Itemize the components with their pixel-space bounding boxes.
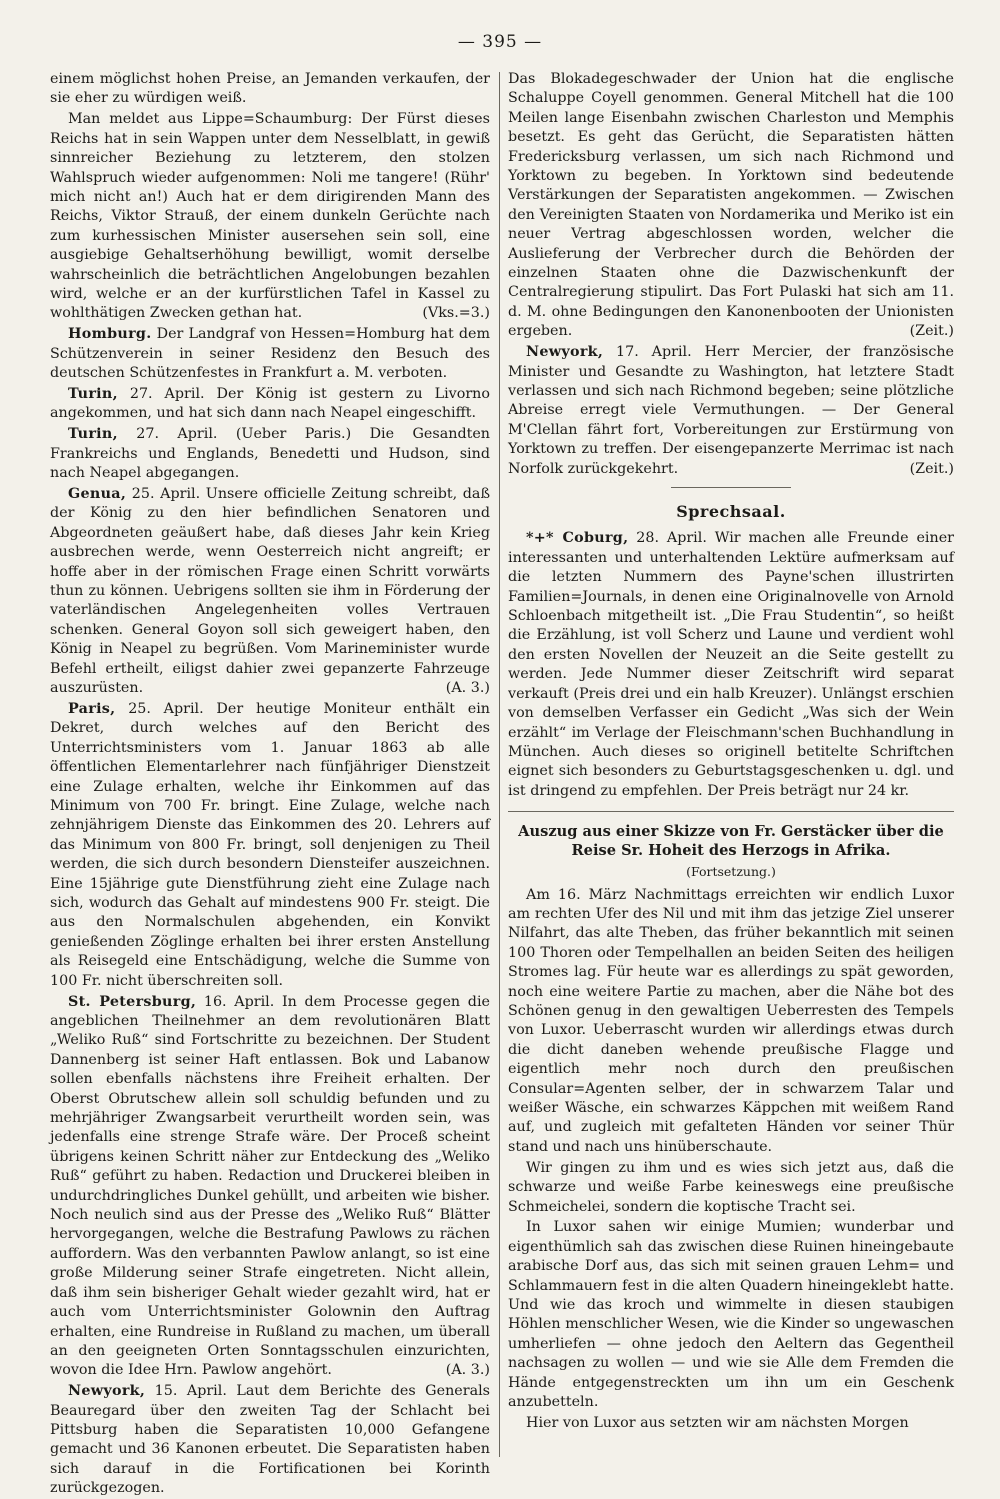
item-text: einem möglichst hohen Preise, an Jemanden verkaufen, der sie eher zu würdigen weiß.: [50, 71, 490, 107]
article-title: [508, 822, 954, 860]
news-item: [508, 343, 954, 479]
article-paragraph: In Luxor sahen wir einige Mumien; wunderbar und eigenthümlich sah das zwischen diese Ruinen hineingebaute arabische Dorf aus, das sich mit seinen grauen Lehm= und Schlammauern fest in die alten Quadern hineingeklebt hatte. Und wie das kroch und wimmelte in diesen staubigen Höhlen menschlicher Wesen, wie die Kinder so ungewaschen umherliefen — ohne jedoch den Aeltern das Gegentheil nachsagen zu wollen — und wie sie Alle dem Fremden die Hände entgegenstreckten um ihn um ein Geschenk anzubetteln.: [508, 1219, 954, 1411]
right-column: [508, 70, 954, 1461]
news-item: [50, 700, 490, 991]
article-subtitle: (Fortsetzung.): [686, 864, 776, 880]
right-news-items: [508, 70, 954, 479]
item-location: Newyork,: [526, 344, 604, 361]
article-paragraph: Wir gingen zu ihm und es wies sich jetzt aus, daß die schwarze und weiße Farbe keineswegs eine preußische Schmeichelei, sondern die koptische Tracht sei.: [508, 1159, 954, 1215]
item-location: Turin,: [68, 386, 118, 402]
item-source: (Zeit.): [909, 460, 954, 477]
news-item: [50, 993, 490, 1381]
item-location: Newyork,: [68, 1383, 146, 1400]
article-body: [508, 886, 954, 1434]
divider-line: [671, 487, 791, 488]
item-location: Genua,: [68, 486, 127, 503]
item-source: (Zeit.): [909, 323, 954, 340]
item-text: 27. April. Der König ist gestern zu Livorno angekommen, und hat sich dann nach Neapel eingeschifft.: [50, 386, 491, 422]
item-location: St. Petersburg,: [68, 993, 197, 1010]
article-title-line2: Reise Sr. Hoheit des Herzogs in Afrika.: [571, 842, 891, 860]
item-text: Das Blokadegeschwader der Union hat die englische Schaluppe Coyell genommen. General Mitchell hat die 100 Meilen lange Eisenbahn zwischen Charleston und Memphis besetzt. Es geht das Gerücht, die Separatisten hätten Fredericksburg verlassen, um sich nach Richmond und Yorktown zu begeben. In Yorktown sind bedeutende Verstärkungen der Separatisten angekommen. — Zwischen den Vereinigten Staaten von Nordamerika und Meriko ist ein neuer Vertrag abgeschlossen worden, welcher die Auslieferung der Verbrecher durch die Behörden der einzelnen Staaten ohne die Dazwischenkunft der Centralregierung stipulirt. Das Fort Pulaski hat sich am 11. d. M. ohne Bedingungen den Kanonenbooten der Unionisten ergeben.: [508, 71, 954, 340]
item-location: Turin,: [68, 426, 118, 443]
news-item: [50, 325, 490, 383]
left-column: [50, 70, 491, 1497]
item-location: Homburg.: [68, 326, 152, 343]
news-item: [50, 425, 490, 483]
item-text: Der Landgraf von Hessen=Homburg hat dem Schützenverein in seiner Residenz den Besuch des deutschen Schützenfestes in Frankfurt a. M. verboten.: [50, 326, 490, 382]
news-item: [50, 1382, 490, 1498]
sprechsaal-heading: Sprechsaal.: [676, 502, 786, 522]
item-text: 27. April. (Ueber Paris.) Die Gesandten Frankreichs und Englands, Benedetti und Hudson, sind nach Neapel abgegangen.: [50, 426, 491, 482]
news-item: [50, 385, 490, 424]
page-number: — 395 —: [457, 32, 543, 52]
item-source: (Vks.=3.): [422, 305, 490, 322]
item-location: Paris,: [68, 701, 116, 717]
item-location: *+* Coburg,: [526, 530, 629, 547]
item-text: Man meldet aus Lippe=Schaumburg: Der Fürst dieses Reichs hat in sein Wappen unter dem Nesselblatt, in gewiß sinnreicher Beziehung zu letzterem, den stolzen Wahlspruch wieder aufgenommen: Noli me tangere! (Rühr' mich nicht an!) Auch hat er dem dirigirenden Mann des Reichs, Viktor Strauß, der einem dunkeln Gerüchte nach zum kurhessischen Minister ausersehen sein soll, eine ausgiebige Gehaltserhöhung bewilligt, womit derselbe wahrscheinlich die beträchtlichen Angelobungen bezahlen wird, welche er an der kurfürstlichen Tafel in Kassel zu wohlthätigen Zwecken gethan hat.: [50, 111, 490, 322]
item-text: 28. April. Wir machen alle Freunde einer interessanten und unterhaltenden Lektüre aufmerksam auf die letzten Nummern des Payne'schen illustrirten Familien=Journals, in denen eine Originalnovelle von Arnold Schloenbach mitgetheilt ist. „Die Frau Studentin“, so heißt die Erzählung, ist voll Scherz und Laune und verdient wohl den ersten Novellen der Neuzeit an die Seite gestellt zu werden. Jede Nummer dieser Zeitschrift wird separat verkauft (Preis drei und ein halb Kreuzer). Unlängst erschien von demselben Verfasser ein Gedicht „Was sich der Wein erzählt“ im Verlage der Fleischmann'schen Buchhandlung in München. Auch dieses so originell betitelte Schriftchen eignet sich besonders zu Geburtstagsgeschenken u. dgl. und ist dringend zu empfehlen. Der Preis beträgt nur 24 kr.: [508, 530, 954, 799]
article-title-line1: Auszug aus einer Skizze von Fr. Gerstäcker über die: [518, 823, 944, 841]
item-text: 15. April. Laut dem Berichte des Generals Beauregard über den zweiten Tag der Schlacht bei Pittsburg haben die Separatisten 10,000 Gefangene gemacht und 36 Kanonen erbeutet. Die Separatisten haben sich darauf in die Fortificationen bei Korinth zurückgezogen.: [50, 1383, 491, 1497]
item-source: (A. 3.): [445, 1362, 490, 1379]
article-paragraph: Am 16. März Nachmittags erreichten wir endlich Luxor am rechten Ufer des Nil und mit ihm das jetzige Ziel unserer Nilfahrt, das alte Theben, das früher bekanntlich mit seinen 100 Thoren oder Tempelhallen an beiden Seiten des heiligen Stromes lag. Für heute war es allerdings zu spät geworden, noch eine weitere Partie zu machen, aber die Nähe bot des Schönen genug in den gewaltigen Ueberresten des Tempels von Luxor. Ueberrascht wurden wir allerdings etwas durch die dicht daneben wehende preußische Flagge und eigentlich mehr noch durch den preußischen Consular=Agenten selber, der in schwarzem Talar und weißer Wäsche, ein schwarzes Käppchen mit weißem Rand auf, und zugleich mit gefalteten Händen vor seiner Thür stand und nach uns hinüberschaute.: [508, 886, 954, 1155]
sprechsaal-item: [508, 529, 954, 801]
divider-line: [508, 811, 954, 812]
news-item: [50, 70, 490, 109]
news-item: [50, 110, 490, 323]
item-text: 25. April. Unsere officielle Zeitung schreibt, daß der König zu den hier befindlichen Senatoren und Abgeordneten geäußert habe, daß dieses Jahr kein Krieg ausbrechen werde, wenn Oesterreich nicht angreift; er hoffe aber in der römischen Frage einen Schritt vorwärts thun zu können. Uebrigens sollten sie ihm in Förderung der vaterländischen Angelegenheiten volles Vertrauen schenken. General Goyon soll sich geweigert haben, den König in Neapel zu begrüßen. Vom Marineminister wurde Befehl ertheilt, eiligst dahier zwei gepanzerte Fahrzeuge auszurüsten.: [50, 486, 490, 697]
column-divider: [499, 72, 500, 1457]
article-paragraph: Hier von Luxor aus setzten wir am nächsten Morgen: [526, 1415, 909, 1431]
news-item: [50, 485, 490, 698]
item-text: 17. April. Herr Mercier, der französische Minister und Gesandte zu Washington, hat letztere Stadt verlassen und sich nach Richmond begeben; seine plötzliche Abreise erregt viele Vermuthungen. — Der General M'Clellan fährt fort, Vorbereitungen zur Erstürmung von Yorktown zu treffen. Der eisengepanzerte Merrimac ist nach Norfolk zurückgekehrt.: [508, 344, 954, 477]
item-source: (A. 3.): [445, 680, 490, 697]
news-item: [508, 70, 954, 342]
item-text: 25. April. Der heutige Moniteur enthält ein Dekret, durch welches auf den Bericht des Unterrichtsministers vom 1. Januar 1863 ab alle öffentlichen Elementarlehrer nach fünfjähriger Dienstzeit eine Zulage erhalten, welche ihr Einkommen auf das Minimum von 700 Fr. bringt. Eine Zulage, welche nach zehnjährigem Dienste das Einkommen des 20. Lehrers auf das Minimum von 800 Fr. bringt, soll denjenigen zu Theil werden, die sich durch besondern Diensteifer auszeichnen. Eine 15jährige gute Dienstführung zieht eine Zulage nach sich, wodurch das Gehalt auf mindestens 900 Fr. steigt. Die aus den Normalschulen abgehenden, ein Konvikt genießenden Zöglinge erhalten bei ihrer ersten Anstellung als Reisegeld eine Entschädigung, welche die Summe von 100 Fr. nicht überschreiten soll.: [50, 701, 490, 989]
item-text: 16. April. In dem Processe gegen die angeblichen Theilnehmer an dem revolutionären Blatt „Weliko Ruß“ sind Fortschritte zu bezeichnen. Der Student Dannenberg ist seiner Haft entlassen. Bok und Labanow sollen ebenfalls nächstens ihre Freiheit erhalten. Der Oberst Obrutschew allein soll schuldig befunden und zu mehrjähriger Zwangsarbeit verurtheilt worden sein, was jedenfalls eine strenge Strafe wäre. Der Proceß scheint übrigens keinen Schritt näher zur Entdeckung des „Weliko Ruß“ geführt zu haben. Redaction und Druckerei bleiben in undurchdringliches Dunkel gehüllt, und arbeiten wie bisher. Noch neulich sind aus der Presse des „Weliko Ruß“ Blätter hervorgegangen, welche die Bestrafung Pawlows zu rächen auffordern. Was den verbannten Pawlow anlangt, so ist eine große Milderung seiner Strafe eingetreten. Nicht allein, daß ihm sein bisheriger Gehalt wieder gezahlt wird, hat er auch vom Unterrichtsminister Golownin den Auftrag erhalten, eine Rundreise in Rußland zu machen, um überall an den geeigneten Orten Sonntagsschulen einzurichten, wovon die Idee Hrn. Pawlow angehört.: [50, 993, 490, 1379]
